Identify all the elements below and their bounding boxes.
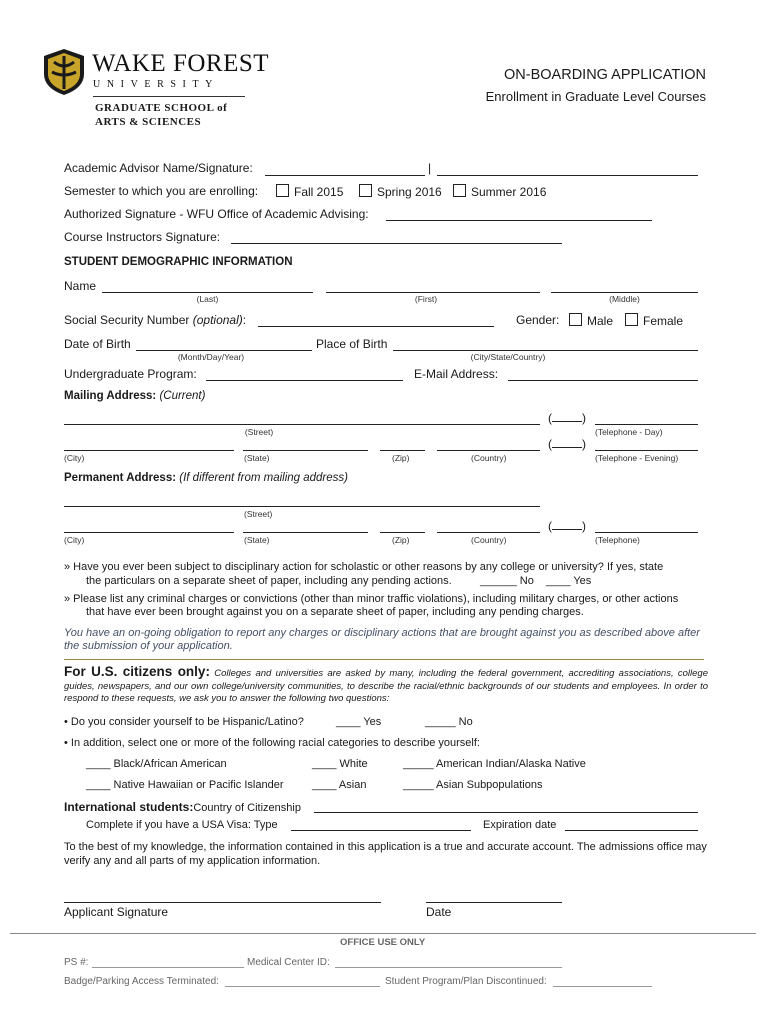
- tel-eve-caption: (Telephone - Evening): [595, 453, 679, 463]
- paren-open: (: [548, 411, 552, 425]
- permanent-tel-area[interactable]: [548, 519, 586, 533]
- dob-caption: (Month/Day/Year): [177, 352, 245, 362]
- program-discontinued-field[interactable]: [553, 986, 652, 987]
- race-option-black[interactable]: ____ Black/African American: [86, 758, 227, 770]
- permanent-state-field[interactable]: [243, 532, 368, 533]
- form-subtitle: Enrollment in Graduate Level Courses: [485, 89, 706, 104]
- middle-name-caption: (Middle): [609, 294, 640, 304]
- tel-day-field[interactable]: [595, 424, 698, 425]
- last-name-caption: (Last): [196, 294, 219, 304]
- race-option-asian-subpop[interactable]: _____ Asian Subpopulations: [403, 779, 543, 791]
- first-name-caption: (First): [414, 294, 438, 304]
- obligation-notice: You have an on-going obligation to report any charges or disciplinary actions that are brought against you as described above after the submission of your application.: [64, 627, 700, 652]
- hispanic-yes-option[interactable]: ____ Yes: [336, 716, 382, 728]
- permanent-street-field[interactable]: [64, 506, 540, 507]
- permanent-zip-field[interactable]: [380, 532, 425, 533]
- mailing-state-caption: (State): [244, 453, 270, 463]
- mailing-city-caption: (City): [64, 453, 85, 463]
- race-option-asian[interactable]: ____ Asian: [312, 779, 367, 791]
- permanent-street-caption: (Street): [244, 509, 273, 519]
- medical-center-label: Medical Center ID:: [247, 957, 330, 968]
- question-criminal-line1: » Please list any criminal charges or convictions (other than minor traffic violations), including military charges, or other actions: [64, 593, 679, 605]
- us-citizens-intro: Colleges and universities are asked by many, including the federal government, accrediting associations, college guides, newspapers, and our own college/university communities, to describe the racial/ethnic backgrounds of our students and employees. In order to respond to these requests, we ask you to answer the following two questions:: [64, 668, 708, 704]
- paren-open-eve: (: [548, 437, 552, 451]
- pob-caption: (City/State/Country): [470, 352, 546, 362]
- badge-terminated-label: Badge/Parking Access Terminated:: [64, 976, 219, 987]
- school-name-line1: GRADUATE SCHOOL of: [95, 102, 228, 114]
- permanent-tel-caption: (Telephone): [595, 535, 640, 545]
- first-name-field[interactable]: [326, 292, 540, 293]
- permanent-tel-field[interactable]: [595, 532, 698, 533]
- date-field[interactable]: [426, 902, 562, 903]
- certification-text: To the best of my knowledge, the information contained in this application is a true and accurate account. The admissions office may verify any and all parts of my application information.: [64, 841, 707, 867]
- school-name-line2: ARTS & SCIENCES: [95, 116, 202, 128]
- question-disciplinary-line1: » Have you ever been subject to disciplinary action for scholastic or other reasons by any college or university? If yes, state: [64, 561, 664, 573]
- mailing-state-field[interactable]: [243, 450, 368, 451]
- tel-eve-area[interactable]: [548, 437, 586, 451]
- spring-label: Spring 2016: [377, 185, 442, 199]
- semester-option-spring[interactable]: [359, 184, 442, 199]
- international-heading: International students:: [64, 800, 194, 814]
- ssn-label-text: Social Security Number: [64, 313, 190, 327]
- permanent-state-caption: (State): [244, 535, 270, 545]
- citizenship-label: Country of Citizenship: [193, 802, 301, 814]
- racial-question: • In addition, select one or more of the following racial categories to describe yourself:: [64, 737, 480, 749]
- medical-center-field[interactable]: [335, 967, 562, 968]
- gender-label: Gender:: [516, 313, 560, 327]
- semester-option-summer[interactable]: [453, 184, 546, 199]
- female-checkbox[interactable]: [625, 313, 638, 326]
- mailing-note: (Current): [159, 390, 206, 402]
- gender-option-male[interactable]: [569, 313, 613, 328]
- mailing-zip-field[interactable]: [380, 450, 425, 451]
- semester-option-fall[interactable]: [276, 184, 343, 199]
- ssn-field[interactable]: [258, 326, 494, 327]
- pob-field[interactable]: [393, 350, 698, 351]
- permanent-city-caption: (City): [64, 535, 85, 545]
- us-citizens-block: [64, 666, 708, 706]
- question-disciplinary-line2: the particulars on a separate sheet of paper, including any pending actions.: [86, 575, 452, 587]
- advisor-label: Academic Advisor Name/Signature:: [64, 161, 253, 175]
- expiration-field[interactable]: [565, 830, 698, 831]
- authorized-signature-label: Authorized Signature - WFU Office of Academic Advising:: [64, 207, 369, 221]
- program-discontinued-label: Student Program/Plan Discontinued:: [385, 976, 547, 987]
- authorized-signature-field[interactable]: [386, 220, 652, 221]
- ps-label: PS #:: [64, 957, 89, 968]
- office-use-heading: OFFICE USE ONLY: [340, 937, 426, 948]
- mailing-zip-caption: (Zip): [392, 453, 410, 463]
- tel-day-caption: (Telephone - Day): [595, 427, 663, 437]
- email-label: E-Mail Address:: [414, 367, 499, 381]
- expiration-label: Expiration date: [483, 819, 557, 831]
- race-option-american-indian[interactable]: _____ American Indian/Alaska Native: [403, 758, 586, 770]
- race-option-hawaiian[interactable]: ____ Native Hawaiian or Pacific Islander: [86, 779, 284, 791]
- permanent-zip-caption: (Zip): [392, 535, 410, 545]
- international-label: [64, 800, 301, 814]
- email-field[interactable]: [508, 380, 698, 381]
- mailing-country-caption: (Country): [471, 453, 507, 463]
- instructor-signature-field[interactable]: [231, 243, 562, 244]
- permanent-label-text: Permanent Address:: [64, 472, 177, 484]
- form-title: ON-BOARDING APPLICATION: [504, 67, 706, 83]
- permanent-note: (If different from mailing address): [179, 472, 348, 484]
- badge-terminated-field[interactable]: [225, 986, 380, 987]
- permanent-city-field[interactable]: [64, 532, 234, 533]
- hispanic-question: • Do you consider yourself to be Hispanic/Latino?: [64, 716, 304, 728]
- disciplinary-yes-option[interactable]: ____ Yes: [546, 575, 592, 587]
- tel-eve-field[interactable]: [595, 450, 698, 451]
- mailing-street-caption: (Street): [244, 427, 274, 437]
- pob-label: Place of Birth: [316, 337, 388, 351]
- permanent-country-caption: (Country): [471, 535, 507, 545]
- ssn-label: Social Security Number (optional):: [64, 313, 247, 327]
- paren-close: ): [582, 411, 586, 425]
- middle-name-field[interactable]: [551, 292, 698, 293]
- mailing-label-text: Mailing Address:: [64, 390, 157, 402]
- paren-close-perm: ): [582, 519, 586, 533]
- advisor-separator: |: [428, 161, 432, 175]
- undergrad-program-field[interactable]: [206, 380, 403, 381]
- mailing-country-field[interactable]: [437, 450, 540, 451]
- wfu-shield-icon: [42, 48, 86, 96]
- instructor-signature-label: Course Instructors Signature:: [64, 230, 221, 244]
- logo-name: WAKE FOREST: [92, 50, 270, 77]
- permanent-address-label: [64, 472, 348, 484]
- office-divider: [10, 933, 756, 934]
- paren-open-perm: (: [548, 519, 552, 533]
- gender-option-female[interactable]: [625, 313, 683, 328]
- date-label: Date: [426, 905, 452, 919]
- fall-checkbox[interactable]: [276, 184, 289, 197]
- spring-checkbox[interactable]: [359, 184, 372, 197]
- permanent-country-field[interactable]: [437, 532, 540, 533]
- tel-day-area[interactable]: [548, 411, 586, 425]
- undergrad-program-label: Undergraduate Program:: [64, 367, 197, 381]
- dob-label: Date of Birth: [64, 337, 131, 351]
- advisor-name-field[interactable]: [265, 175, 425, 176]
- race-option-white[interactable]: ____ White: [312, 758, 368, 770]
- mailing-city-field[interactable]: [64, 450, 234, 451]
- question-criminal-line2: that have ever been brought against you on a separate sheet of paper, including any pending charges.: [86, 606, 584, 618]
- logo-university: UNIVERSITY: [93, 79, 219, 90]
- advisor-signature-field[interactable]: [437, 175, 698, 176]
- logo-divider: [93, 96, 245, 97]
- visa-type-field[interactable]: [291, 830, 471, 831]
- fall-label: Fall 2015: [294, 185, 344, 199]
- name-label: Name: [64, 279, 97, 293]
- semester-label: Semester to which you are enrolling:: [64, 184, 259, 198]
- summer-label: Summer 2016: [471, 185, 547, 199]
- female-label: Female: [643, 314, 684, 328]
- applicant-signature-field[interactable]: [64, 902, 381, 903]
- applicant-signature-label: Applicant Signature: [64, 905, 169, 919]
- last-name-field[interactable]: [102, 292, 313, 293]
- disciplinary-no-option[interactable]: ______ No: [480, 575, 534, 587]
- dob-field[interactable]: [136, 350, 312, 351]
- mailing-street-field[interactable]: [64, 424, 540, 425]
- paren-close-eve: ): [582, 437, 586, 451]
- visa-type-label: Complete if you have a USA Visa: Type: [86, 819, 278, 831]
- citizenship-field[interactable]: [314, 812, 698, 813]
- ssn-optional: (optional): [192, 313, 243, 327]
- demographic-heading: STUDENT DEMOGRAPHIC INFORMATION: [64, 256, 293, 268]
- ps-field[interactable]: [92, 967, 244, 968]
- male-label: Male: [587, 314, 614, 328]
- male-checkbox[interactable]: [569, 313, 582, 326]
- mailing-address-label: [64, 390, 205, 402]
- us-citizens-heading: For U.S. citizens only:: [64, 664, 210, 679]
- hispanic-no-option[interactable]: _____ No: [425, 716, 473, 728]
- section-divider-gold: [64, 659, 704, 660]
- summer-checkbox[interactable]: [453, 184, 466, 197]
